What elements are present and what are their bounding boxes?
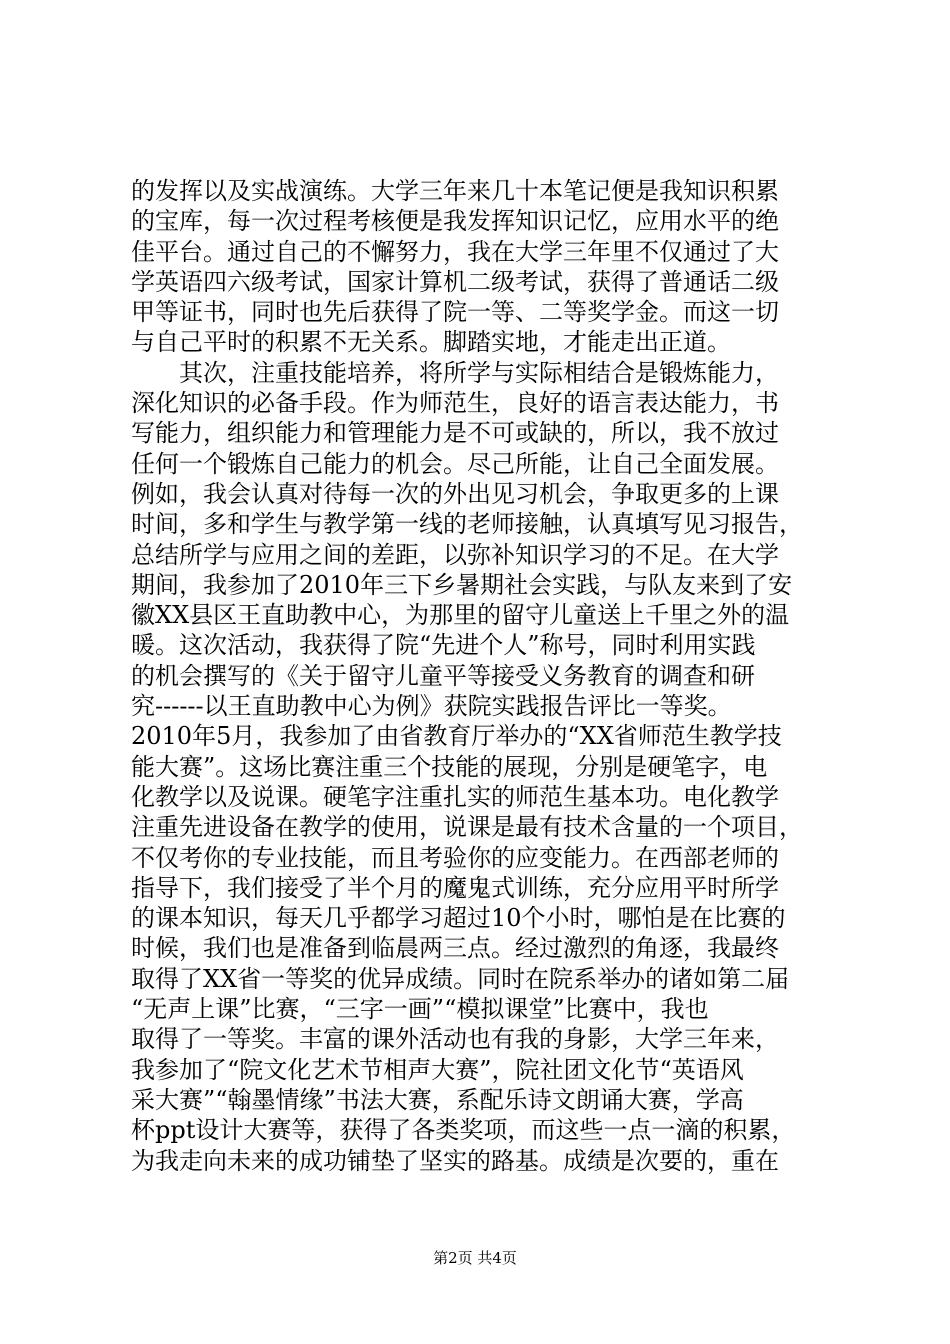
text-line: 2010年5月，我参加了由省教育厅举办的“XX省师范生教学技 [131,722,782,751]
text-line: 例如，我会认真对待每一次的外出见习机会，争取更多的上课 [131,479,779,508]
text-line: 其次，注重技能培养，将所学与实际相结合是锻炼能力， [131,358,779,387]
text-line: 期间，我参加了2010年三下乡暑期社会实践，与队友来到了安 [131,570,793,599]
text-line: 与自己平时的积累不无关系。脚踏实地，才能走出正道。 [131,328,731,357]
text-line: 暖。这次活动，我获得了院“先进个人”称号，同时利用实践 [131,631,756,660]
text-line: 时间，多和学生与教学第一线的老师接触，认真填写见习报告， [131,510,803,539]
text-line: 取得了一等奖。丰富的课外活动也有我的身影，大学三年来， [131,1025,779,1054]
text-line: 的宝库，每一次过程考核便是我发挥知识记忆，应用水平的绝 [131,207,779,236]
text-line: 不仅考你的专业技能，而且考验你的应变能力。在西部老师的 [131,843,779,872]
text-line: 采大赛”“翰墨情缘”书法大赛，系配乐诗文朗诵大赛，学高 [131,1085,744,1114]
text-line: 任何一个锻炼自己能力的机会。尽己所能，让自己全面发展。 [131,449,779,478]
text-line: 究------以王直助教中心为例》获院实践报告评比一等奖。 [131,692,732,721]
text-line: 的发挥以及实战演练。大学三年来几十本笔记便是我知识积累 [131,177,779,205]
text-line: 的课本知识，每天几乎都学习超过10个小时，哪怕是在比赛的 [131,904,786,933]
text-line: 为我走向未来的成功铺垫了坚实的路基。成绩是次要的，重在 [131,1146,779,1175]
text-line: 化教学以及说课。硬笔字注重扎实的师范生基本功。电化教学 [131,782,779,811]
text-line: 学英语四六级考试，国家计算机二级考试，获得了普通话二级 [131,267,779,296]
text-line: 时候，我们也是准备到临晨两三点。经过激烈的角逐，我最终 [131,934,779,963]
text-line: 的机会撰写的《关于留守儿童平等接受义务教育的调查和研 [131,661,755,690]
text-line: 我参加了“院文化艺术节相声大赛”，院社团文化节“英语风 [131,1055,744,1084]
text-line: 能大赛”。这场比赛注重三个技能的展现，分别是硬笔字，电 [131,752,768,781]
text-line: 佳平台。通过自己的不懈努力，我在大学三年里不仅通过了大 [131,237,779,266]
text-line: 总结所学与应用之间的差距，以弥补知识学习的不足。在大学 [131,540,779,569]
text-line: 取得了XX省一等奖的优异成绩。同时在院系举办的诸如第二届 [131,964,790,993]
text-line: 注重先进设备在教学的使用，说课是最有技术含量的一个项目， [131,813,803,842]
text-line: 杯ppt设计大赛等，获得了各类奖项，而这些一点一滴的积累， [131,1116,796,1145]
body-text [131,176,831,1176]
page-footer: 第2页 共4页 [433,1249,517,1267]
text-line: “无声上课”比赛，“三字一画”“模拟课堂”比赛中，我也 [131,995,709,1024]
text-line: 甲等证书，同时也先后获得了院一等、二等奖学金。而这一切 [131,298,779,327]
text-line: 指导下，我们接受了半个月的魔鬼式训练，充分应用平时所学 [131,873,779,902]
text-line: 写能力，组织能力和管理能力是不可或缺的，所以，我不放过 [131,419,779,448]
text-line: 深化知识的必备手段。作为师范生，良好的语言表达能力，书 [131,389,779,418]
text-line: 徽XX县区王直助教中心，为那里的留守儿童送上千里之外的温 [131,601,790,630]
